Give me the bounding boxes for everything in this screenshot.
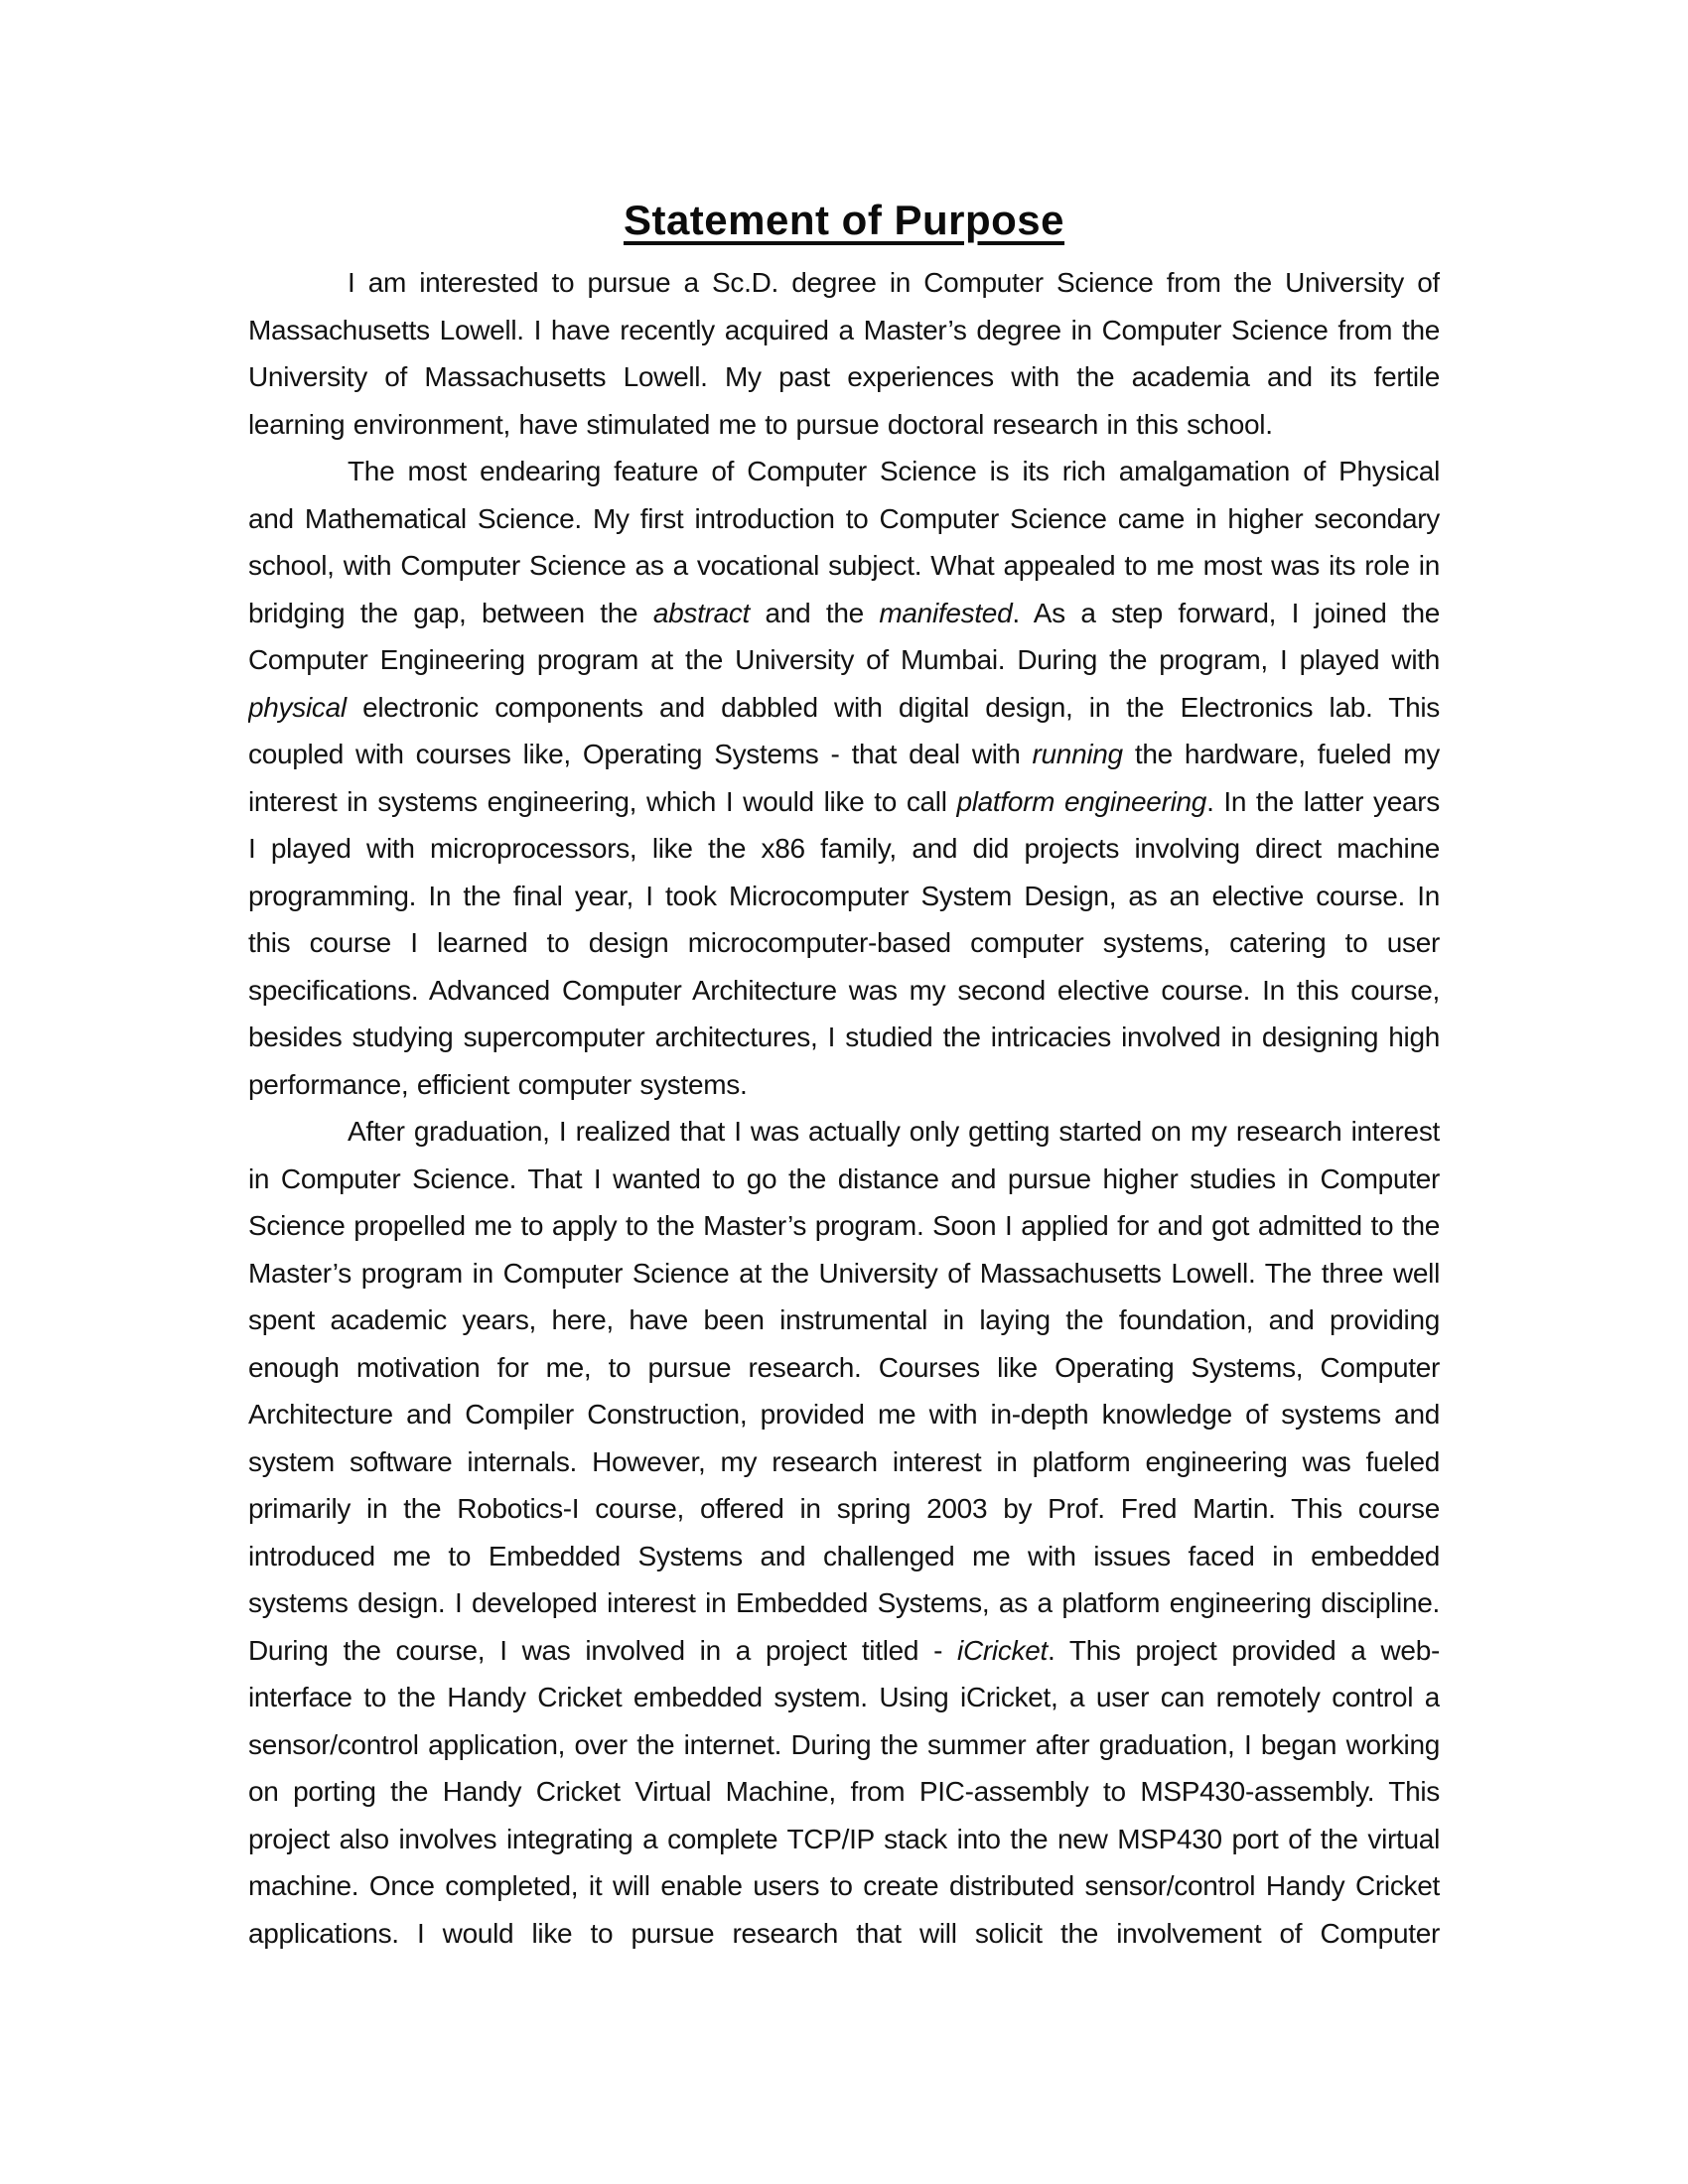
italic-text: physical (248, 691, 347, 723)
document-content (248, 197, 1440, 1957)
text-line: sensor/control application, over the internet. During the summer after graduation, I began working (248, 1728, 1440, 1760)
italic-text: abstract (652, 597, 751, 628)
text-line: Science propelled me to apply to the Master’s program. Soon I applied for and got admitted to the (248, 1210, 1440, 1241)
text-line: applications. I would like to pursue research that will solicit the involvement of Computer (248, 1917, 1440, 1949)
text-line: specifications. Advanced Computer Architecture was my second elective course. In this course, (248, 974, 1440, 1006)
text-line: primarily in the Robotics-I course, offered in spring 2003 by Prof. Fred Martin. This course (248, 1493, 1440, 1524)
italic-text: platform engineering (956, 785, 1207, 817)
text-line: introduced me to Embedded Systems and challenged me with issues faced in embedded (248, 1540, 1440, 1571)
text-line: Architecture and Compiler Construction, provided me with in-depth knowledge of systems and (248, 1399, 1440, 1430)
text-line: Master’s program in Computer Science at the University of Massachusetts Lowell. The three well (248, 1257, 1440, 1289)
italic-text: manifested (879, 597, 1013, 628)
text-line: After graduation, I realized that I was actually only getting started on my research interest (348, 1116, 1440, 1147)
text-line: besides studying supercomputer architectures, I studied the intricacies involved in designing high (248, 1022, 1440, 1052)
text-line: performance, efficient computer systems. (248, 1068, 748, 1100)
text-line: in Computer Science. That I wanted to go the distance and pursue higher studies in Computer (248, 1162, 1440, 1194)
text-line: I played with microprocessors, like the x86 family, and did projects involving direct machine (248, 833, 1440, 864)
text-line: on porting the Handy Cricket Virtual Machine, from PIC-assembly to MSP430-assembly. This (248, 1776, 1440, 1807)
text-line: Computer Engineering program at the University of Mumbai. During the program, I played with (248, 644, 1440, 675)
document-title: Statement of Purpose (623, 197, 1065, 243)
text-line: interest in systems engineering, which I would like to call platform engineering. In the latter years (248, 785, 1440, 817)
text-line: machine. Once completed, it will enable users to create distributed sensor/control Handy Cricket (248, 1870, 1440, 1901)
text-line: During the course, I was involved in a project titled - iCricket. This project provided a web- (248, 1634, 1440, 1666)
italic-text: iCricket (957, 1634, 1048, 1666)
text-line: bridging the gap, between the abstract and the manifested. As a step forward, I joined the (248, 597, 1440, 628)
document-body (248, 259, 1440, 1957)
text-line: programming. In the final year, I took Microcomputer System Design, as an elective course. In (248, 880, 1440, 911)
text-line: system software internals. However, my research interest in platform engineering was fueled (248, 1445, 1440, 1477)
text-line: enough motivation for me, to pursue research. Courses like Operating Systems, Computer (248, 1351, 1440, 1383)
text-line: spent academic years, here, have been instrumental in laying the foundation, and providing (248, 1304, 1440, 1335)
text-line: project also involves integrating a complete TCP/IP stack into the new MSP430 port of the virtual (248, 1823, 1440, 1854)
text-line: The most endearing feature of Computer Science is its rich amalgamation of Physical (348, 456, 1440, 486)
text-line: this course I learned to design microcomputer-based computer systems, catering to user (248, 927, 1440, 958)
text-line: interface to the Handy Cricket embedded system. Using iCricket, a user can remotely control a (248, 1682, 1440, 1712)
text-line: learning environment, have stimulated me to pursue doctoral research in this school. (248, 408, 1273, 440)
text-line: I am interested to pursue a Sc.D. degree in Computer Science from the University of (348, 267, 1440, 298)
italic-text: running (1032, 739, 1123, 769)
text-line: physical electronic components and dabbled with digital design, in the Electronics lab. This (248, 691, 1440, 723)
text-line: Massachusetts Lowell. I have recently acquired a Master’s degree in Computer Science from the (248, 314, 1440, 345)
text-line: coupled with courses like, Operating Systems - that deal with running the hardware, fueled my (248, 739, 1440, 769)
text-line: University of Massachusetts Lowell. My past experiences with the academia and its fertile (248, 361, 1440, 392)
text-line: systems design. I developed interest in Embedded Systems, as a platform engineering discipline. (248, 1587, 1440, 1618)
text-line: and Mathematical Science. My first introduction to Computer Science came in higher secondary (248, 502, 1440, 534)
text-line: school, with Computer Science as a vocational subject. What appealed to me most was its role in (248, 550, 1440, 581)
